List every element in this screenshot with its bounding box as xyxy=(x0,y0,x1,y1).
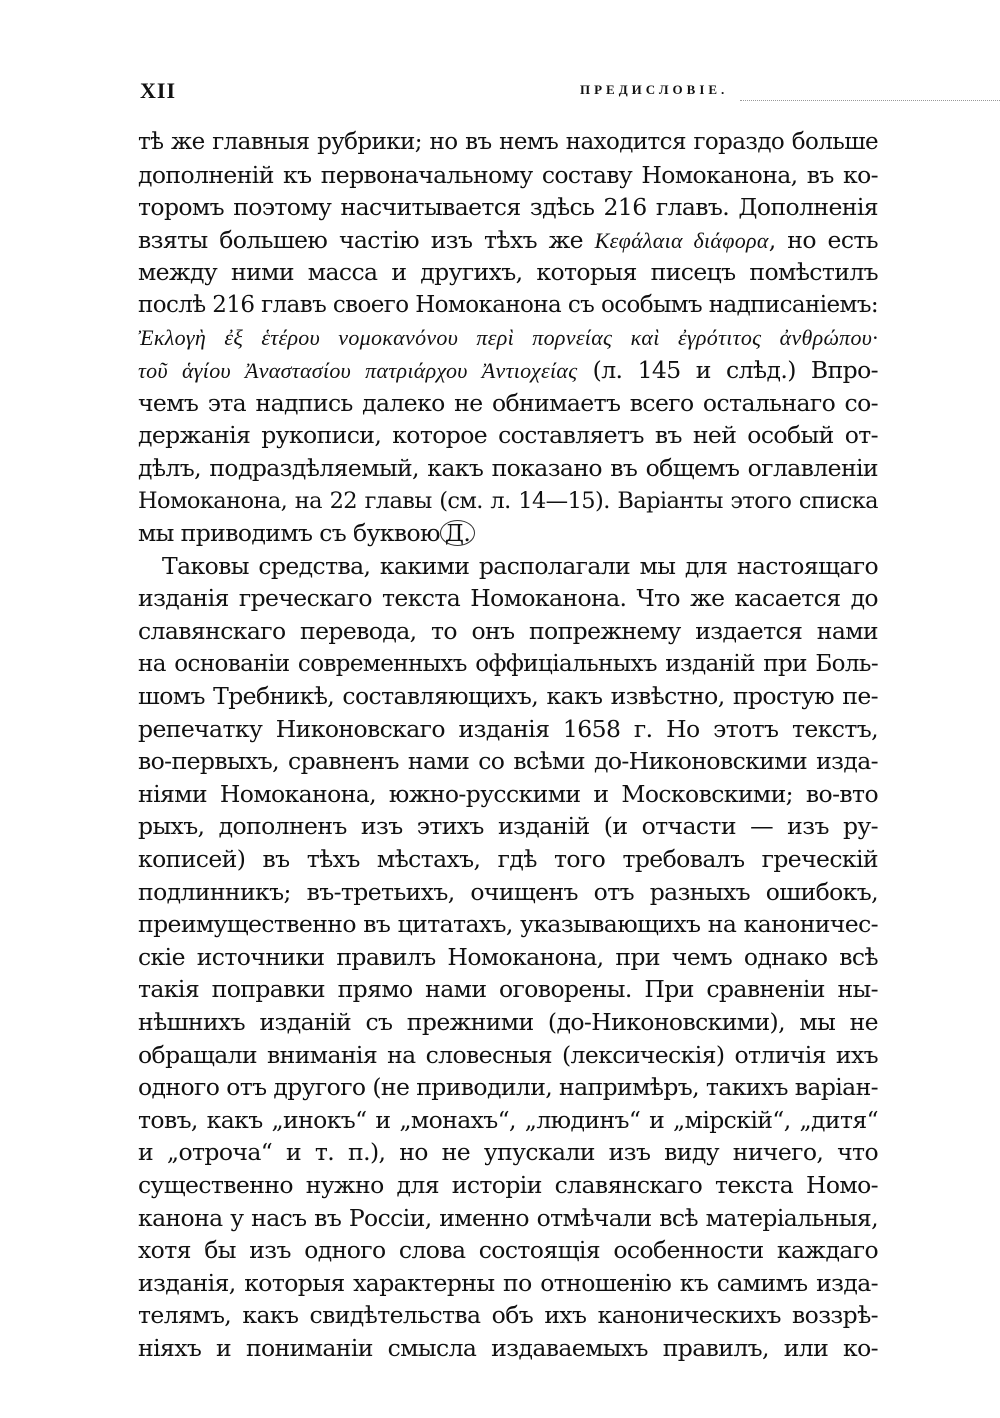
text-line xyxy=(138,224,878,257)
text-line: славянскаго перевода, то онъ попрежнему издается нами xyxy=(138,616,878,645)
text-line: торомъ поэтому насчитывается здѣсь 216 главъ. Дополненія xyxy=(138,193,878,222)
text-line: послѣ 216 главъ своего Номоканона съ особымъ надписаніемъ: xyxy=(138,291,878,318)
text-line: ніями Номоканона, южно-русскими и Московскими; во-вто xyxy=(138,779,878,808)
text-line: рыхъ, дополненъ изъ этихъ изданій (и отчасти — изъ ру- xyxy=(138,812,878,841)
text-line: изданія, которыя характерны по отношенію къ самимъ изда- xyxy=(138,1268,878,1297)
text-line: кописей) въ тѣхъ мѣстахъ, гдѣ того требовалъ греческій xyxy=(138,845,878,874)
text-line xyxy=(138,354,878,387)
text-line: на основаніи современныхъ оффиціальныхъ изданій при Боль- xyxy=(138,650,878,677)
page-header xyxy=(140,78,880,102)
text-line: изданія греческаго текста Номоканона. Что же касается до xyxy=(138,584,878,613)
text-line: хотя бы изъ одного слова состоящія особенности каждаго xyxy=(138,1236,878,1265)
running-head: ПРЕДИСЛОВІЕ. xyxy=(580,82,729,97)
text-line: чемъ эта надпись далеко не обнимаетъ всего остальнаго со- xyxy=(138,388,878,417)
text-line: между ними масса и другихъ, которыя писецъ помѣстилъ xyxy=(138,258,878,287)
text-line: телямъ, какъ свидѣтельства объ ихъ каноническихъ воззрѣ- xyxy=(138,1301,878,1330)
text-segment: мы приводимъ съ буквою xyxy=(138,519,440,548)
greek-phrase: τοῦ ἁγίου Ἀναστασίου πατριάρχου Ἀντιοχείας xyxy=(138,358,578,384)
text-line: ніяхъ и пониманіи смысла издаваемыхъ правилъ, или ко- xyxy=(138,1333,878,1362)
text-line: дополненій къ первоначальному составу Номоканона, въ ко- xyxy=(138,160,878,189)
text-line: товъ, какъ „инокъ“ и „монахъ“, „людинъ“ и „мірскій“, „дитя“ xyxy=(138,1105,878,1134)
text-line: и „отроча“ и т. п.), но не упускали изъ виду ничего, что xyxy=(138,1138,878,1167)
greek-title-line: Ἐκλογὴ ἐξ ἑτέρου νομοκανόνου περὶ πορνείας καὶ ἐγρότιτος ἀνθρώπου· xyxy=(138,324,878,350)
text-line: подлинникъ; въ-третьихъ, очищенъ отъ разныхъ ошибокъ, xyxy=(138,877,878,906)
text-line: тѣ же главныя рубрики; но въ немъ находится гораздо больше xyxy=(138,129,878,155)
text-line: такія поправки прямо нами оговорены. При сравненіи ны- xyxy=(138,975,878,1004)
greek-phrase: Κεφάλαια διάφορα xyxy=(594,227,769,253)
text-line: Номоканона, на 22 главы (см. л. 14—15). Варіанты этого списка xyxy=(138,487,878,514)
text-line: обращали вниманія на словесныя (лексическія) отличія ихъ xyxy=(138,1040,878,1069)
text-line: репечатку Никоновскаго изданія 1658 г. Но этотъ текстъ, xyxy=(138,714,878,743)
page-number: XII xyxy=(140,78,177,103)
text-segment: (л. 145 и слѣд.) Впро- xyxy=(592,356,878,385)
body-text xyxy=(138,126,878,1365)
text-line: существенно нужно для исторіи славянскаго текста Номо- xyxy=(138,1171,878,1199)
text-line: одного отъ другого (не приводили, напримѣръ, такихъ варіан- xyxy=(138,1073,878,1102)
text-line xyxy=(138,517,878,550)
text-line: канона у насъ въ Россіи, именно отмѣчали всѣ матеріальныя, xyxy=(138,1203,878,1232)
text-segment: , но есть xyxy=(768,225,879,254)
text-line: преимущественно въ цитатахъ, указывающихъ на каноничес- xyxy=(138,910,878,939)
text-line: нѣшнихъ изданій съ прежними (до-Никоновскими), мы не xyxy=(138,1008,878,1037)
text-line: дѣлъ, подраздѣляемый, какъ показано въ общемъ оглавленіи xyxy=(138,453,878,482)
header-rule xyxy=(740,100,1000,101)
text-line: во-первыхъ, сравненъ нами со всѣми до-Никоновскими изда- xyxy=(138,747,878,776)
text-line: держанія рукописи, которое составляетъ въ ней особый от- xyxy=(138,421,878,450)
annotation-mark: Д. xyxy=(440,520,475,546)
text-line: скіе источники правилъ Номоканона, при чемъ однако всѣ xyxy=(138,942,878,971)
text-segment: взяты большею частію изъ тѣхъ же xyxy=(138,225,583,254)
text-line: Таковы средства, какими располагали мы для настоящаго xyxy=(162,551,878,580)
text-line: шомъ Требникѣ, составляющихъ, какъ извѣстно, простую пе- xyxy=(138,682,878,711)
